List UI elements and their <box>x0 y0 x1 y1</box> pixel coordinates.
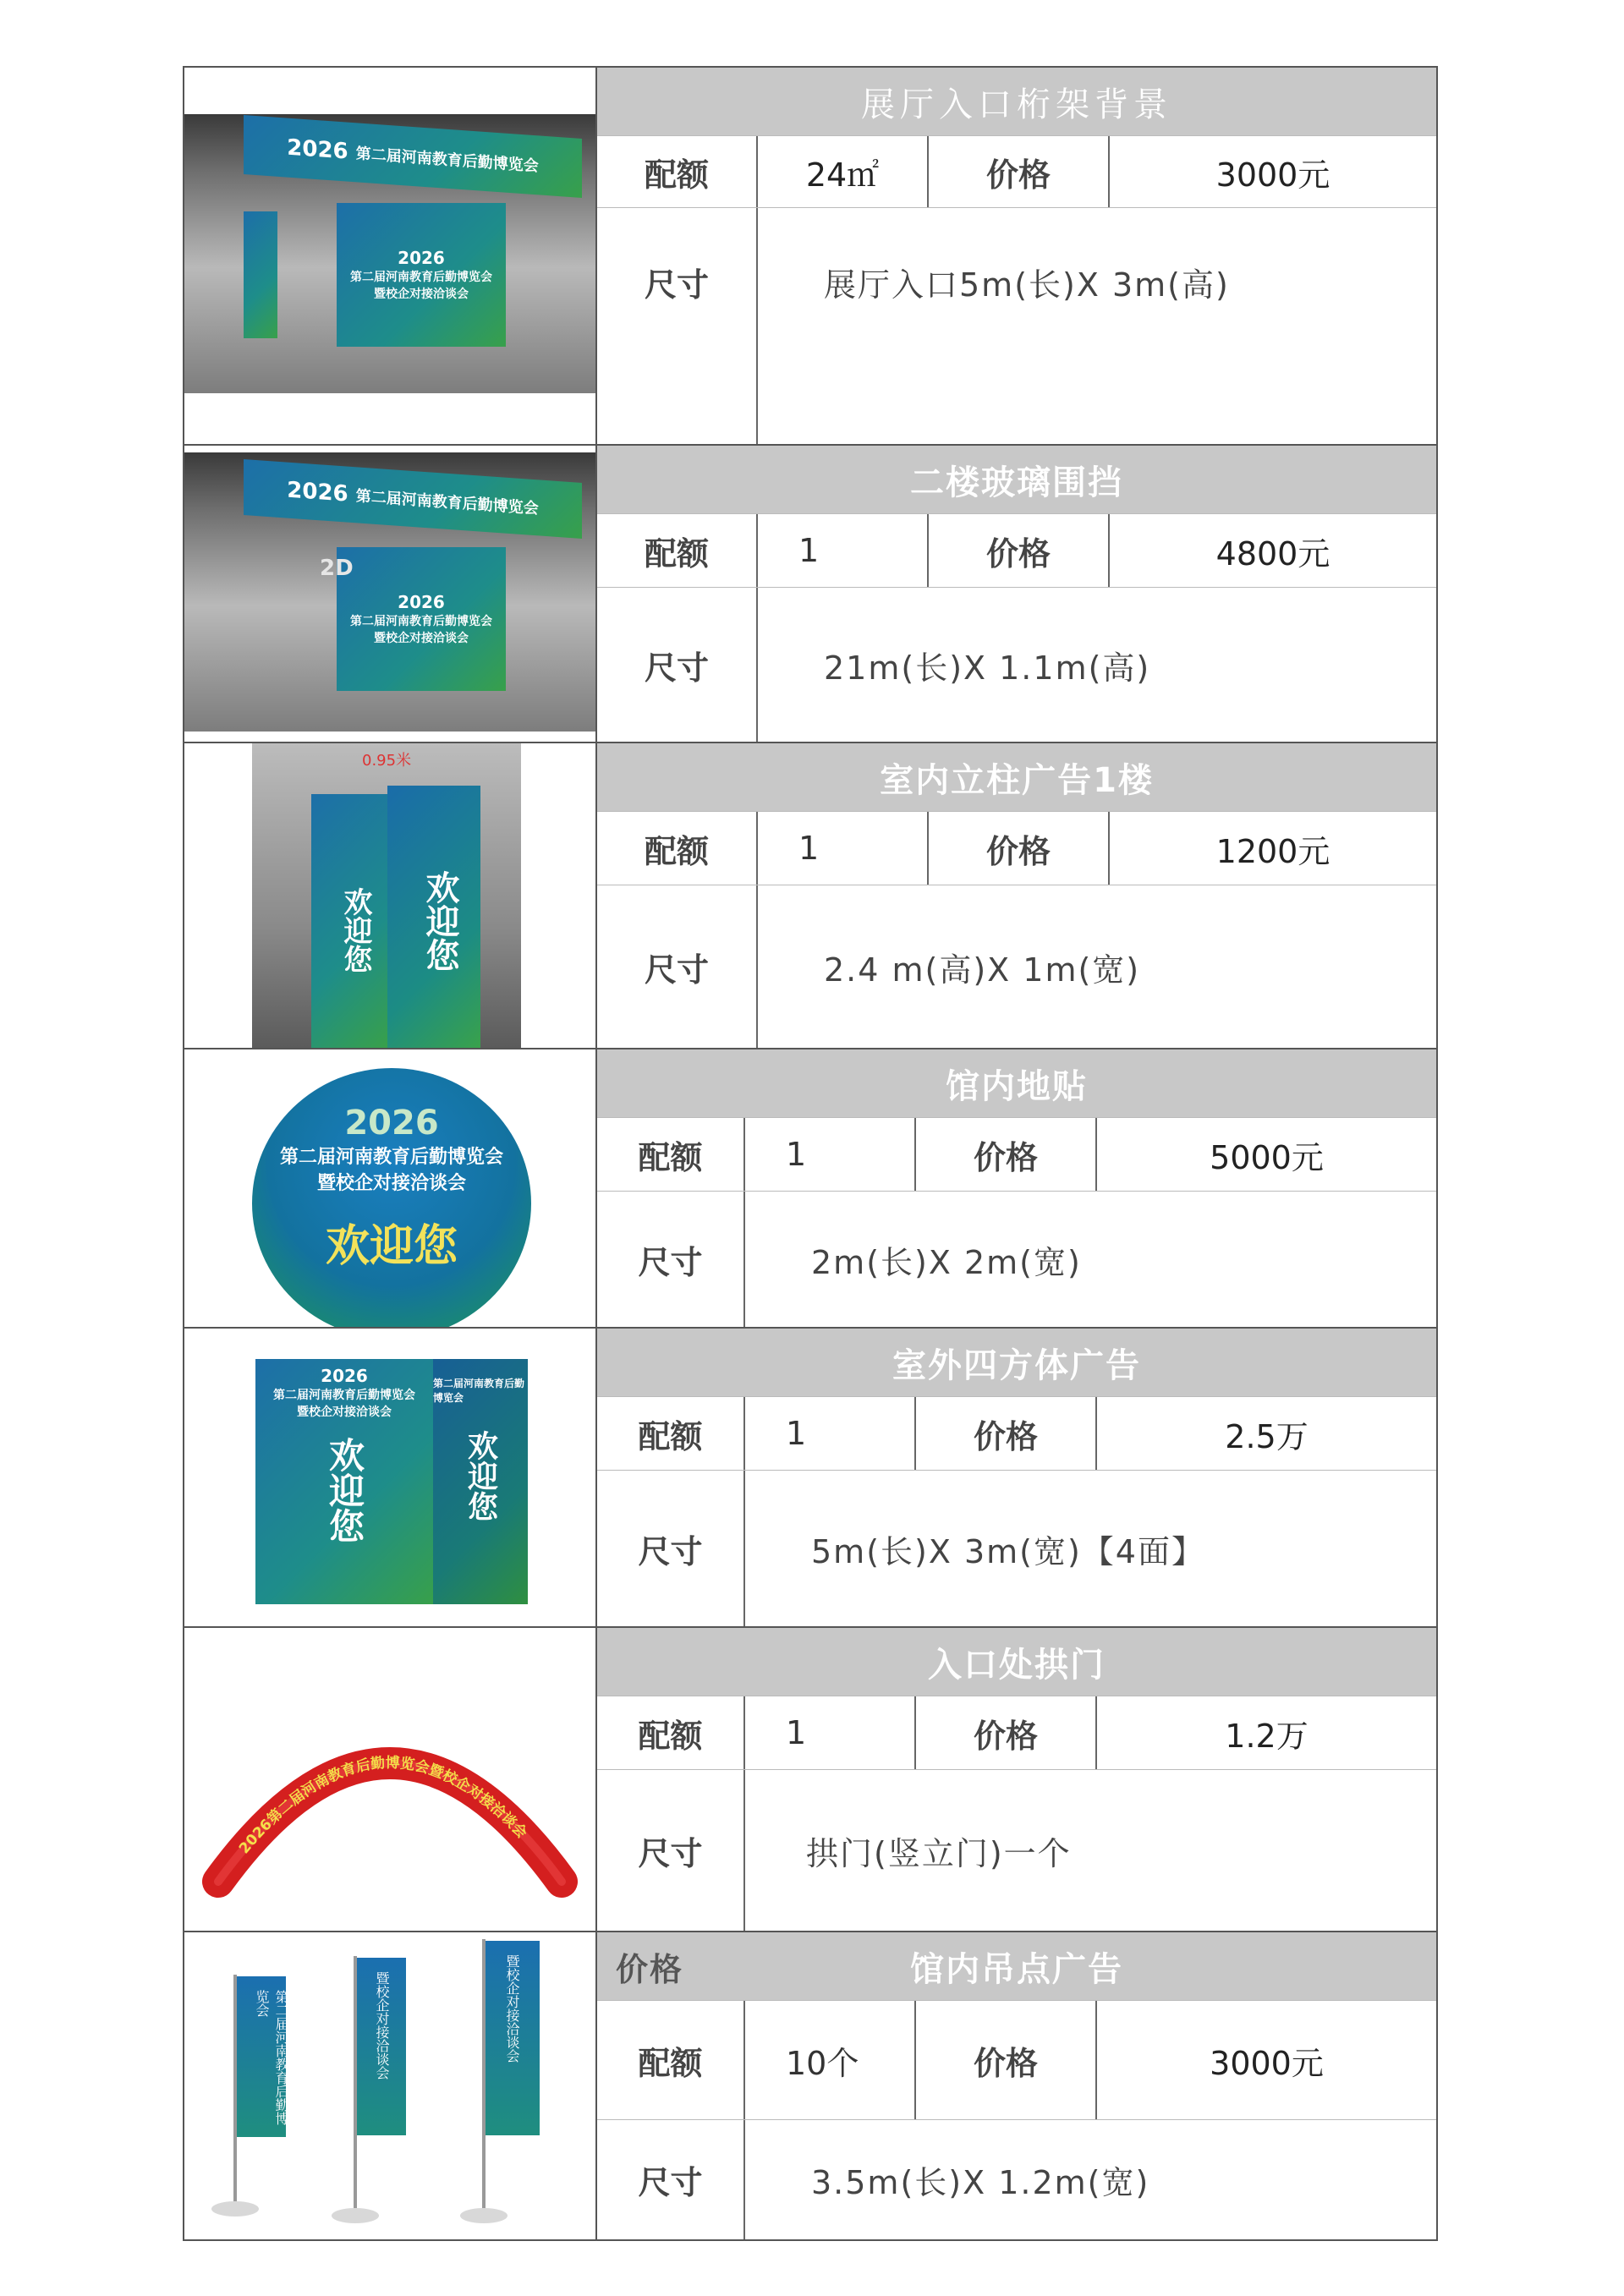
size-label: 尺寸 <box>597 2120 745 2239</box>
size-label: 尺寸 <box>597 1192 745 1327</box>
item-title: 展厅入口桁架背景 <box>597 68 1436 135</box>
flag-banner: 暨校企对接洽谈会 <box>486 1941 540 2135</box>
truss-banner: 2026 第二届河南教育后勤博览会 <box>244 115 582 198</box>
size-label: 尺寸 <box>597 885 758 1048</box>
quota-value: 24㎡ <box>758 136 929 207</box>
quota-label: 配额 <box>597 136 758 207</box>
size-value: 3.5m(长)X 1.2m(宽) <box>811 2164 1150 2201</box>
size-label: 尺寸 <box>597 1471 745 1626</box>
item-title: 馆内地贴 <box>597 1049 1436 1117</box>
quota-value: 1 <box>745 1397 916 1470</box>
price-label: 价格 <box>916 1118 1097 1191</box>
side-column <box>244 211 277 338</box>
price-label: 价格 <box>916 1397 1097 1470</box>
flag-base <box>332 2208 379 2223</box>
column-face-right: 欢迎您 <box>387 786 480 1048</box>
arch-illustration <box>184 1628 595 1931</box>
price-label: 价格 <box>929 812 1110 885</box>
price-value: 1200元 <box>1215 832 1330 870</box>
truss-banner: 2026 第二届河南教育后勤博览会 <box>244 459 582 539</box>
price-label: 价格 <box>929 514 1110 587</box>
photo-truss-background <box>184 68 597 444</box>
item-floor-sticker <box>183 1049 1438 1329</box>
arch-text: 2026第二届河南教育后勤博览会暨校企对接洽谈会 <box>235 1754 530 1858</box>
price-value: 4800元 <box>1215 534 1330 573</box>
item-glass-barrier <box>183 446 1438 743</box>
floor-sticker-disc: 2026 第二届河南教育后勤博览会 暨校企对接洽谈会 欢迎您 <box>252 1068 531 1327</box>
item-hanging-point <box>183 1932 1438 2241</box>
quota-label: 配额 <box>597 812 758 885</box>
flag-banner: 暨校企对接洽谈会 <box>357 1958 406 2135</box>
price-sheet <box>183 66 1438 2241</box>
item-title: 入口处拱门 <box>597 1628 1436 1696</box>
flag-banner: 第二届河南教育后勤博览会 <box>237 1976 286 2137</box>
price-value: 2.5万 <box>1225 1417 1309 1455</box>
quota-label: 配额 <box>597 1696 745 1769</box>
floor-code: 2D <box>320 556 354 581</box>
photo-hanging-point <box>184 1932 597 2239</box>
photo-glass-barrier <box>184 446 597 742</box>
flag-base <box>211 2201 259 2217</box>
item-entrance-arch <box>183 1628 1438 1932</box>
quota-value: 1 <box>745 1118 916 1191</box>
size-label: 尺寸 <box>597 1770 745 1931</box>
price-value: 1.2万 <box>1225 1717 1309 1755</box>
column-face-left: 欢迎您 <box>311 794 387 1048</box>
item-title-lead: 价格 <box>616 1950 684 1988</box>
quota-label: 配额 <box>597 1118 745 1191</box>
quota-value: 1 <box>745 1696 916 1769</box>
column-width-mark: 0.95米 <box>362 752 412 770</box>
size-value: 21m(长)X 1.1m(高) <box>824 649 1151 687</box>
flag-base <box>460 2208 508 2223</box>
item-title: 二楼玻璃围挡 <box>597 446 1436 513</box>
size-value: 5m(长)X 3m(宽)【4面】 <box>811 1532 1205 1570</box>
item-truss-background <box>183 66 1438 446</box>
size-label: 尺寸 <box>597 588 758 742</box>
item-indoor-column <box>183 743 1438 1049</box>
quota-label: 配额 <box>597 514 758 587</box>
item-title: 室外四方体广告 <box>597 1329 1436 1396</box>
photo-entrance-arch <box>184 1628 597 1931</box>
size-value: 拱门(竖立门)一个 <box>806 1834 1072 1872</box>
price-label: 价格 <box>916 2001 1097 2119</box>
entrance-board: 2026 第二届河南教育后勤博览会 暨校企对接洽谈会 <box>337 203 506 347</box>
price-label: 价格 <box>916 1696 1097 1769</box>
photo-outdoor-cube <box>184 1329 597 1626</box>
item-title: 室内立柱广告1楼 <box>597 743 1436 811</box>
quota-value: 10个 <box>745 2001 916 2119</box>
price-label: 价格 <box>929 136 1110 207</box>
quota-label: 配额 <box>597 2001 745 2119</box>
price-value: 3000元 <box>1215 156 1330 194</box>
entrance-board: 2026 第二届河南教育后勤博览会 暨校企对接洽谈会 <box>337 547 506 691</box>
photo-floor-sticker <box>184 1049 597 1327</box>
quota-label: 配额 <box>597 1397 745 1470</box>
size-value: 2m(长)X 2m(宽) <box>811 1243 1082 1281</box>
price-value: 5000元 <box>1210 1138 1324 1176</box>
item-title: 价格 馆内吊点广告 <box>597 1932 1436 2000</box>
size-value: 展厅入口5m(长)X 3m(高) <box>824 266 1230 304</box>
photo-indoor-column <box>184 743 597 1048</box>
quota-value: 1 <box>758 812 929 885</box>
cube-face-front: 2026 第二届河南教育后勤博览会 暨校企对接洽谈会 欢迎您 <box>255 1359 433 1604</box>
quota-value: 1 <box>758 514 929 587</box>
price-value: 3000元 <box>1210 2044 1324 2082</box>
size-value: 2.4 m(高)X 1m(宽) <box>824 951 1141 989</box>
cube-face-side: 第二届河南教育后勤博览会 欢迎您 <box>433 1359 528 1604</box>
size-label: 尺寸 <box>597 208 758 444</box>
item-outdoor-cube <box>183 1329 1438 1628</box>
